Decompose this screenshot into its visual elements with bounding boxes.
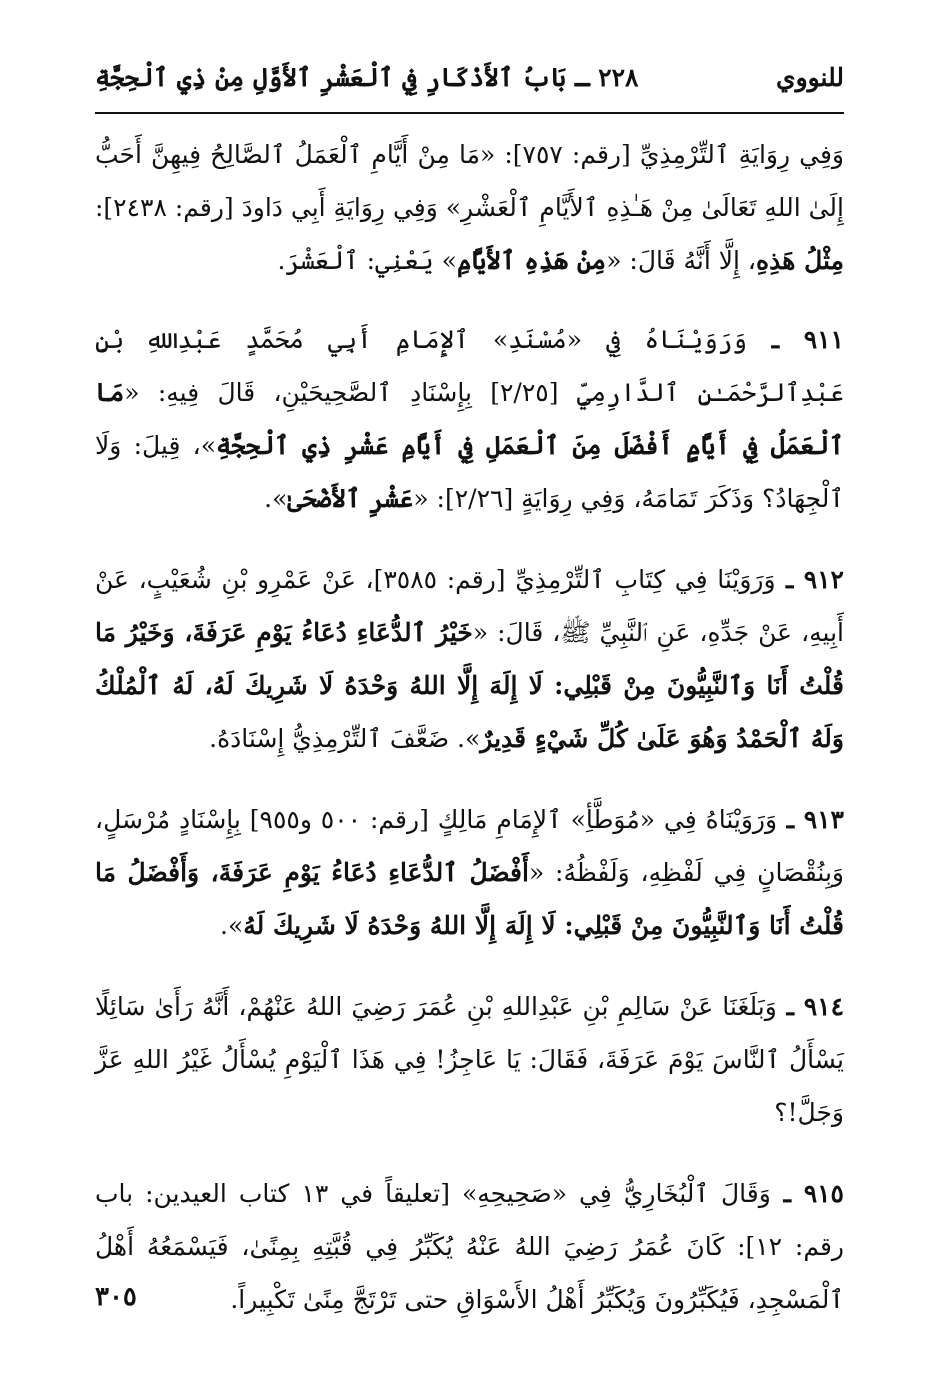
para-text: وَبَلَغَنَا عَنْ سَالِمِ بْنِ عَبْدِاللهِ بْنِ عُمَرَ رَضِيَ اللهُ عَنْهُمْ، أَنَّهُ رَأَىٰ سَائِلًا يَسْأَلُ ٱلنَّاسَ يَوْمَ عَرَفَةَ، فَقَالَ: يَا عَاجِزُ! فِي هَذَا ٱلْيَوْمِ يُسْأَلُ غَيْرُ اللهِ عَزَّ وَجَلَّ!؟ <box>95 992 844 1127</box>
para-text: وَقَالَ ٱلْبُخَارِيُّ فِي «صَحِيحِهِ» [تعليقاً في ١٣ كتاب العيدين: باب رقم: ١٢]: كَانَ عُمَرُ رَضِيَ اللهُ عَنْهُ يُكَبِّرُ فِي قُبَّتِهِ بِمِنًىٰ، فَيَسْمَعُهُ أَهْلُ ٱلْمَسْجِدِ، فَيُكَبِّرُونَ وَيُكَبِّرُ أَهْلُ الأَسْوَاقِ حتى تَرْتَجَّ مِنًىٰ تَكْبِيراً. <box>95 1179 844 1314</box>
para-quote: خَيْرُ ٱلدُّعَاءِ دُعَاءُ يَوْمِ عَرَفَةَ، وَخَيْرُ مَا قُلْتُ أَنَا وَٱلنَّبِيُّونَ مِنْ قَبْلِي: لَا إِلَهَ إِلَّا اللهُ وَحْدَهُ لَا شَرِيكَ لَهُ، لَهُ ٱلْمُلْكُ وَلَهُ ٱلْحَمْدُ وَهُوَ عَلَىٰ كُلِّ شَيْءٍ قَدِيرٌ <box>95 618 844 753</box>
para-quote: مِنْ هَذِهِ ٱلأَيَّامِ <box>456 246 607 275</box>
para-number: ٩١٢ ـ <box>775 565 844 594</box>
paragraph-911 <box>95 313 844 525</box>
para-text: وَرَوَيْنَاهُ فِي «مُسْنَدِ» ٱلإِمَامِ أَبِي مُحَمَّدٍ عَبْدِاللهِ بْنِ عَبْدِٱلرَّحْمَـٰنِ ٱلدَّارِمِيِّ [٢/٢٥] بِإِسْنَادِ ٱلصَّحِيحَيْنِ، قَالَ فِيهِ: « <box>95 325 845 407</box>
para-text: وَفِي رِوَايَةِ ٱلتِّرْمِذِيِّ [رقم: ٧٥٧]: «مَا مِنْ أَيَّامِ ٱلْعَمَلُ ٱلصَّالِحُ فِيهِنَّ أَحَبُّ إِلَىٰ اللهِ تَعَالَىٰ مِنْ هَـٰذِهِ ٱلأَيَّامِ ٱلْعَشْرِ» وَفِي رِوَايَةِ أَبِي دَاودَ [رقم: ٢٤٣٨]: <box>94 140 845 222</box>
para-text: » يَعْنِي: ٱلْعَشْرَ. <box>277 246 457 275</box>
para-number: ٩١٥ ـ <box>770 1179 844 1208</box>
para-number: ٩١١ ـ <box>747 325 844 354</box>
chapter-title: ٢٢٨ ـ بَابُ ٱلأَذْكَارِ فِي ٱلْعَشْرِ ٱلأَوَّلِ مِنْ ذِي ٱلْحِجَّةِ <box>95 62 639 92</box>
page-number: ٣٠٥ <box>95 1282 137 1312</box>
book-name: للنووي <box>776 62 844 92</box>
para-text: ». <box>220 911 244 940</box>
para-number: ٩١٤ ـ <box>776 992 845 1021</box>
paragraph-915 <box>95 1167 844 1326</box>
para-quote: أَفْضَلُ ٱلدُّعَاءِ دُعَاءُ يَوْمِ عَرَفَةَ، وَأَفْضَلُ مَا قُلْتُ أَنَا وَٱلنَّبِيُّونَ مِنْ قَبْلِي: لَا إِلَهَ إِلَّا اللهُ وَحْدَهُ لَا شَرِيكَ لَهُ <box>95 858 844 940</box>
paragraph-tirmidhi-abudawud <box>95 128 844 287</box>
para-quote: عَشْرِ ٱلأَضْحَىٰ <box>287 484 414 513</box>
paragraph-912 <box>95 553 844 765</box>
para-text: وَرَوَيْنَاهُ فِي «مُوَطَّأِ» ٱلإِمَامِ مَالِكٍ [رقم: ٥٠٠ و٩٥٥] بِإِسْنَادٍ مُرْسَلٍ، وَبِنُقْصَانٍ فِي لَفْظِهِ، وَلَفْظُهُ: « <box>95 805 844 887</box>
header-rule <box>95 112 844 114</box>
para-quote: مَا ٱلْعَمَلُ فِي أَيَّامٍ أَفْضَلَ مِنَ ٱلْعَمَلِ فِي أَيَّامِ عَشْرِ ذِي ٱلْحِجَّةِ <box>95 378 844 460</box>
paragraph-913 <box>95 793 844 952</box>
para-text: وَرَوَيْنَا فِي كِتَابِ ٱلتِّرْمِذِيِّ [رقم: ٣٥٨٥]، عَنْ عَمْرِو بْنِ شُعَيْبٍ، عَنْ أَبِيهِ، عَنْ جَدِّهِ، عَنِ ٱلنَّبِيِّ ﷺ، قَالَ: « <box>95 565 844 647</box>
para-number: ٩١٣ ـ <box>777 805 844 834</box>
para-text: ». <box>264 484 288 513</box>
running-header <box>95 54 844 100</box>
paragraph-914 <box>95 980 844 1139</box>
para-quote: مِثْلُ هَذِهِ <box>756 246 844 275</box>
page-body <box>95 128 844 1354</box>
para-text: ، إِلَّا أَنَّهُ قَالَ: « <box>606 246 757 275</box>
para-text: ». ضَعَّفَ ٱلتِّرْمِذِيُّ إِسْنَادَهُ. <box>209 724 481 753</box>
para-text: »، قِيلَ: وَلَا ٱلْجِهَادُ؟ وَذَكَرَ تَمَامَهُ، وَفِي رِوَايَةٍ [٢/٢٦]: « <box>95 431 844 513</box>
